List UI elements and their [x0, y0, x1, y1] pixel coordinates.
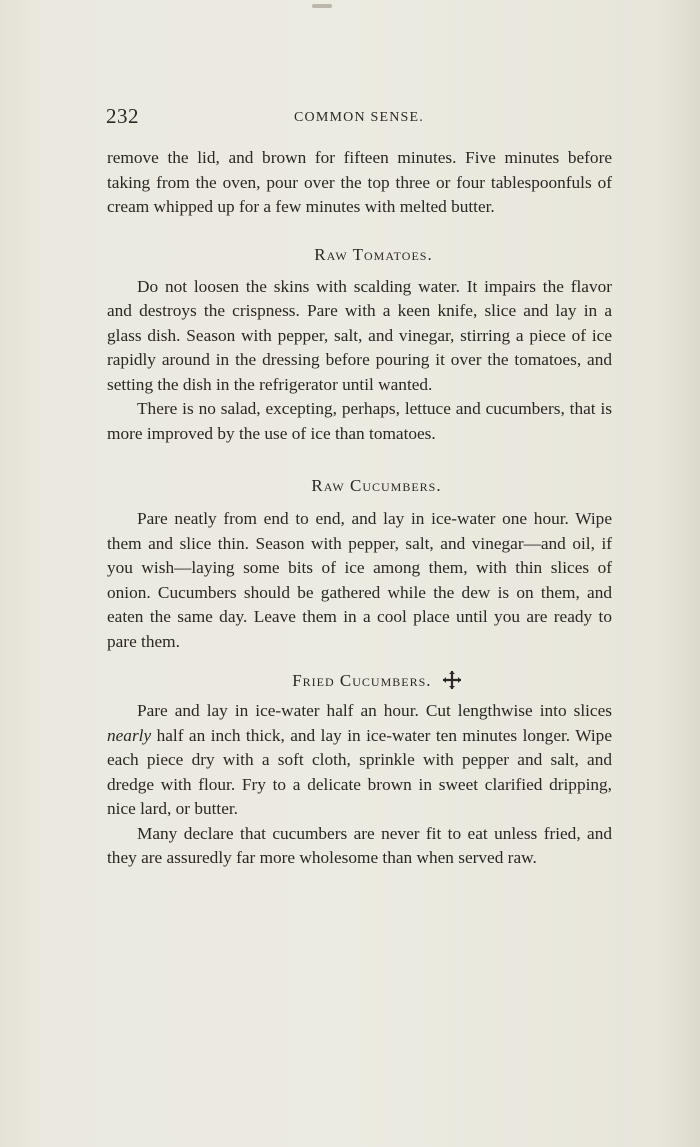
cross-icon — [441, 670, 463, 690]
emphasis-nearly: nearly — [107, 725, 152, 745]
heading-raw-cucumbers: Raw Cucumbers. — [311, 476, 442, 495]
paragraph-raw-cucumbers-1: Pare neatly from end to end, and lay in ice-water one hour. Wipe them and slice thin. Season with pepper, salt, and vinegar—and oil, if you wish—laying some bits of ice among them, with thin slices of onion. Cucumbers should be gathered while the dew is on them, and eaten the same day. Leave them in a cool place until you are ready to pare them. — [107, 509, 612, 651]
fried-cucumbers-text-start: Pare and lay in ice-water half an hour. Cut lengthwise into slices — [137, 701, 612, 720]
paragraph-raw-tomatoes-1: Do not loosen the skins with scalding water. It impairs the flavor and destroys the crispness. Pare with a keen knife, slice and lay in a glass dish. Season with pepper, salt, and vinegar, stirring a piece of ice rapidly around in the dressing before pouring it over the tomatoes, and setting the dish in the refrigerator until wanted. — [107, 276, 612, 394]
page-blemish — [312, 4, 332, 8]
heading-fried-cucumbers-label: Fried Cucumbers. — [292, 671, 432, 690]
heading-raw-tomatoes: Raw Tomatoes. — [314, 244, 433, 264]
page-body — [107, 146, 612, 871]
page-header — [106, 104, 612, 134]
page-number: 232 — [106, 104, 139, 128]
paragraph-raw-tomatoes-2: There is no salad, excepting, perhaps, lettuce and cucumbers, that is more improved by the use of ice than tomatoes. — [107, 399, 612, 443]
paragraph-fried-cucumbers-2: Many declare that cucumbers are never fit to eat unless fried, and they are assuredly far more wholesome than when served raw. — [107, 823, 612, 867]
paragraph-continued: remove the lid, and brown for fifteen minutes. Five minutes before taking from the oven, pour over the top three or four tablespoonfuls of cream whipped up for a few minutes with melted butter. — [107, 148, 612, 216]
heading-fried-cucumbers — [107, 670, 612, 691]
running-head: COMMON SENSE. — [294, 110, 424, 125]
fried-cucumbers-text-end: half an inch thick, and lay in ice-water ten minutes longer. Wipe each piece dry with a soft cloth, sprinkle with pepper and salt, and dredge with flour. Fry to a delicate brown in sweet clarified dripping, nice lard, or butter. — [107, 725, 612, 818]
paragraph-fried-cucumbers-1 — [107, 699, 612, 822]
